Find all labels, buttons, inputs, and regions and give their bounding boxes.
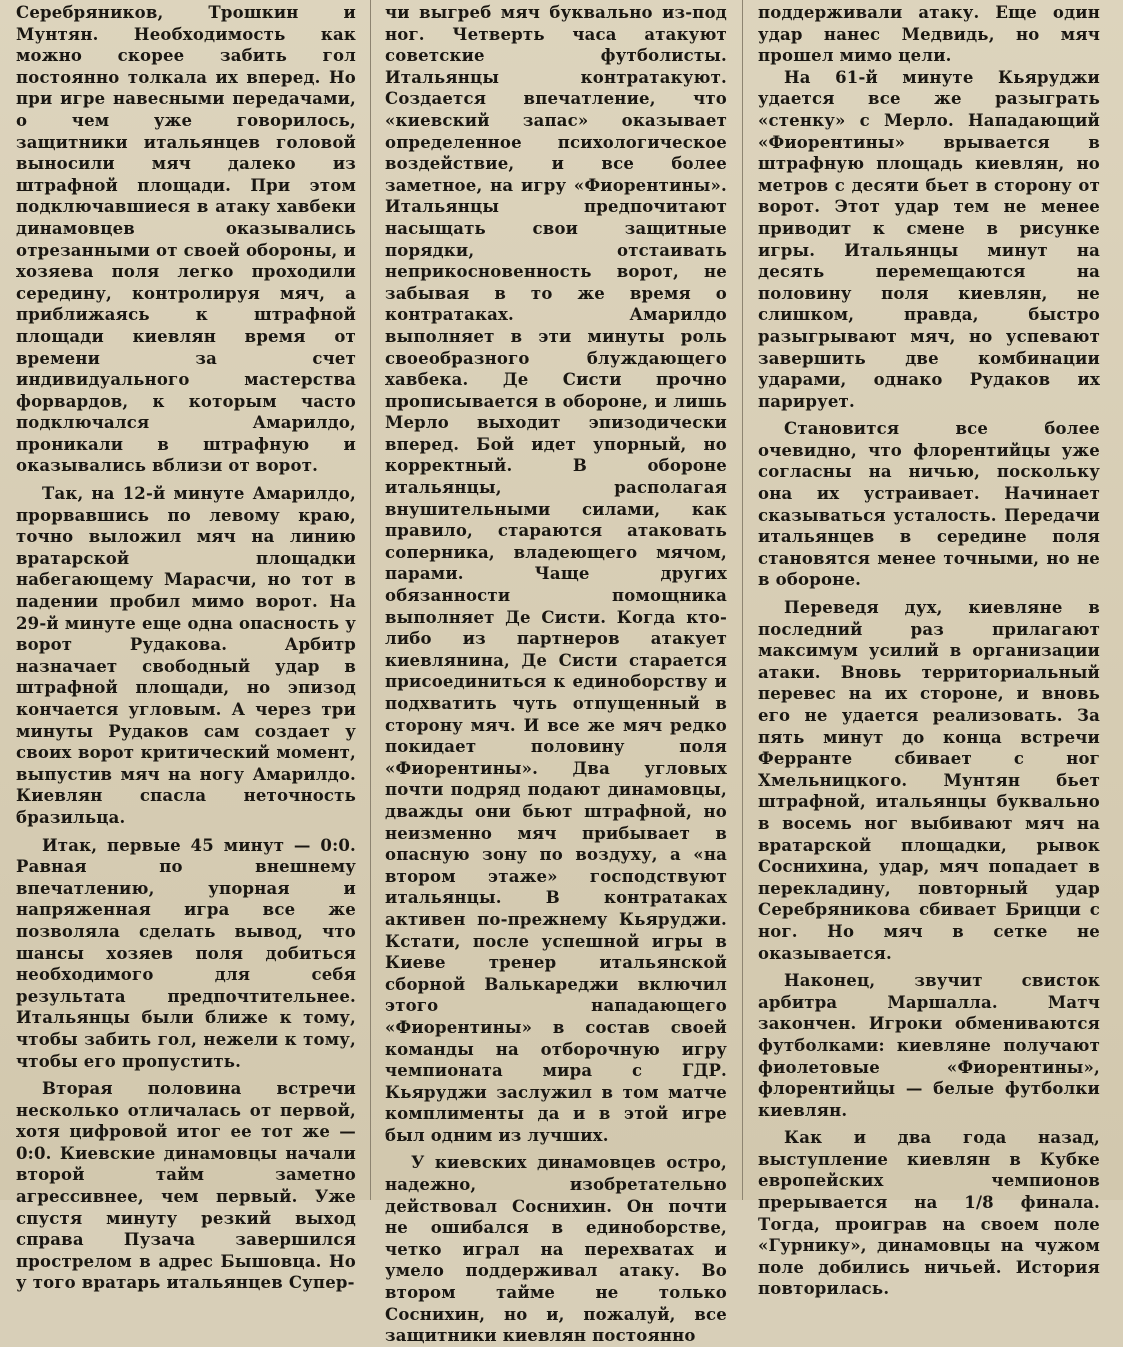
paragraph: Становится все более очевидно, что флорентийцы уже согласны на ничью, поскольку она их устраивает. Начинает сказываться усталость. Передачи итальянцев в середине поля становятся менее точными, но не в обороне.: [758, 419, 1100, 590]
paragraph: Наконец, звучит свисток арбитра Маршалла. Матч закончен. Игроки обмениваются футболками: киевляне получают фиолетовые «Фиорентины», флорентийцы — белые футболки киевлян.: [758, 971, 1100, 1120]
paragraph: Итак, первые 45 минут — 0:0. Равная по внешнему впечатлению, упорная и напряженная игра все же позволяла сделать вывод, что шансы хозяев поля добиться необходимого для себя результата предпочтительнее. Итальянцы были ближе к тому, чтобы забить гол, нежели к тому, чтобы его пропустить.: [16, 835, 356, 1071]
paragraph: Переведя дух, киевляне в последний раз прилагают максимум усилий в организации атаки. Вновь территориальный перевес на их стороне, и вновь его не удается реализовать. За пять минут до конца встречи Ферранте сбивает с ног Хмельницкого. Мунтян бьет штрафной, итальянцы буквально в восемь ног выбивают мяч на вратарской площадки, рывок Соснихина, удар, мяч попадает в перекладину, повторный удар Серебряникова сбивает Брицци с ног. Но мяч в сетке не оказывается.: [758, 598, 1100, 963]
column-divider: [370, 0, 371, 1200]
paragraph: Серебряников, Трошкин и Мунтян. Необходимость как можно скорее забить гол постоянно толкала их вперед. Но при игре навесными передачами, о чем уже говорилось, защитники итальянцев головой выносили мяч далеко из штрафной площади. При этом подключавшиеся в атаку хавбеки динамовцев оказывались отрезанными от своей обороны, и хозяева поля легко проходили середину, контролируя мяч, а приближаясь к штрафной площади киевлян время от времени за счет индивидуального мастерства форвардов, к которым часто подключался Амарилдо, проникали в штрафную и оказывались вблизи от ворот.: [16, 3, 356, 476]
paragraph: Вторая половина встречи несколько отличалась от первой, хотя цифровой итог ее тот же — 0:0. Киевские динамовцы начали второй тайм заметно агрессивнее, чем первый. Уже спустя минуту резкий выход справа Пузача завершился прострелом в адрес Бышовца. Но у того вратарь итальянцев Супер-: [16, 1079, 356, 1293]
paragraph: поддерживали атаку. Еще один удар нанес Медвидь, но мяч прошел мимо цели.: [758, 3, 1100, 66]
paragraph: Как и два года назад, выступление киевлян в Кубке европейских чемпионов прерывается на 1/8 финала. Тогда, проиграв на своем поле «Гурнику», динамовцы на чужом поле добились ничьей. История повторилась.: [758, 1128, 1100, 1299]
article-column-2: [385, 2, 727, 1346]
paragraph: чи выгреб мяч буквально из-под ног. Четверть часа атакуют советские футболисты. Итальянцы контратакуют. Создается впечатление, что «киевский запас» оказывает определенное психологическое воздействие, и все более заметное, на игру «Фиорентины». Итальянцы предпочитают насыщать свои защитные порядки, отстаивать неприкосновенность ворот, не забывая в то же время о контратаках. Амарилдо выполняет в эти минуты роль своеобразного блуждающего хавбека. Де Систи прочно прописывается в обороне, и лишь Мерло выходит эпизодически вперед. Бой идет упорный, но корректный. В обороне итальянцы, располагая внушительными силами, как правило, стараются атаковать соперника, владеющего мячом, парами. Чаще других обязанности помощника выполняет Де Систи. Когда кто-либо из партнеров атакует киевлянина, Де Систи старается присоединиться к единоборству и подхватить чуть отпущенный в сторону мяч. И все же мяч редко покидает половину поля «Фиорентины». Два угловых почти подряд подают динамовцы, дважды они бьют штрафной, но неизменно мяч прибывает в опасную зону по воздуху, а «на втором этаже» господствуют итальянцы. В контратаках активен по-прежнему Кьяруджи. Кстати, после успешной игры в Киеве тренер итальянской сборной Валькареджи включил этого нападающего «Фиорентины» в состав своей команды на отборочную игру чемпионата мира с ГДР. Кьяруджи заслужил в том матче комплименты да и в этой игре был одним из лучших.: [385, 3, 727, 1145]
article-column-1: [16, 2, 356, 1293]
paragraph: У киевских динамовцев остро, надежно, изобретательно действовал Соснихин. Он почти не ошибался в единоборстве, четко играл на перехватах и умело поддерживал атаку. Во втором тайме не только Соснихин, но и, пожалуй, все защитники киевлян постоянно: [385, 1153, 727, 1346]
article-column-3: [758, 2, 1100, 1299]
paragraph: На 61-й минуте Кьяруджи удается все же разыграть «стенку» с Мерло. Нападающий «Фиорентины» врывается в штрафную площадь киевлян, но метров с десяти бьет в сторону от ворот. Этот удар тем не менее приводит к смене в рисунке игры. Итальянцы минут на десять перемещаются на половину поля киевлян, не слишком, правда, быстро разыгрывают мяч, но успевают завершить две комбинации ударами, однако Рудаков их парирует.: [758, 67, 1100, 411]
paragraph: Так, на 12-й минуте Амарилдо, прорвавшись по левому краю, точно выложил мяч на линию вратарской площадки набегающему Марасчи, но тот в падении пробил мимо ворот. На 29-й минуте еще одна опасность у ворот Рудакова. Арбитр назначает свободный удар в штрафной площади, но эпизод кончается угловым. А через три минуты Рудаков сам создает у своих ворот критический момент, выпустив мяч на ногу Амарилдо. Киевлян спасла неточность бразильца.: [16, 484, 356, 827]
column-divider: [742, 0, 743, 1200]
